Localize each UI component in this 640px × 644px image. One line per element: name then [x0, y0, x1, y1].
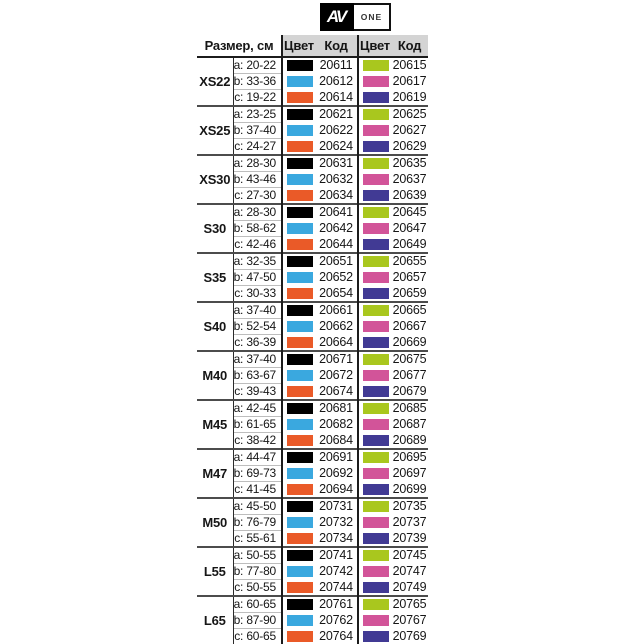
color-cell — [282, 237, 315, 254]
code-cell: 20652 — [315, 270, 358, 286]
code-cell: 20689 — [391, 433, 428, 450]
color-swatch-blue — [287, 615, 313, 626]
measure-cell: b: 77-80 — [233, 564, 282, 580]
color-swatch-pink — [363, 615, 389, 626]
code-cell: 20691 — [315, 449, 358, 466]
code-cell: 20665 — [391, 302, 428, 319]
color-swatch-orange — [287, 631, 313, 642]
table-row — [197, 498, 428, 515]
measure-cell: c: 24-27 — [233, 139, 282, 156]
code-cell: 20621 — [315, 106, 358, 123]
color-swatch-black — [287, 354, 313, 365]
code-cell: 20631 — [315, 155, 358, 172]
code-cell: 20687 — [391, 417, 428, 433]
code-cell: 20694 — [315, 482, 358, 499]
color-cell — [282, 221, 315, 237]
color-cell — [358, 498, 391, 515]
color-swatch-green — [363, 109, 389, 120]
color-swatch-purple — [363, 92, 389, 103]
code-cell: 20625 — [391, 106, 428, 123]
measure-cell: c: 38-42 — [233, 433, 282, 450]
table-row — [197, 449, 428, 466]
color-cell — [358, 204, 391, 221]
code-cell: 20619 — [391, 90, 428, 107]
header-color-left: Цвет — [282, 35, 315, 57]
code-cell: 20674 — [315, 384, 358, 401]
color-cell — [358, 221, 391, 237]
color-cell — [358, 351, 391, 368]
color-cell — [282, 302, 315, 319]
code-cell: 20634 — [315, 188, 358, 205]
code-cell: 20764 — [315, 629, 358, 644]
table-row — [197, 106, 428, 123]
color-swatch-pink — [363, 419, 389, 430]
color-swatch-blue — [287, 223, 313, 234]
color-cell — [282, 74, 315, 90]
code-cell: 20644 — [315, 237, 358, 254]
measure-cell: a: 20-22 — [233, 57, 282, 74]
code-cell: 20685 — [391, 400, 428, 417]
measure-cell: a: 28-30 — [233, 204, 282, 221]
color-swatch-pink — [363, 272, 389, 283]
measure-cell: c: 19-22 — [233, 90, 282, 107]
color-swatch-black — [287, 60, 313, 71]
code-cell: 20762 — [315, 613, 358, 629]
color-cell — [282, 629, 315, 644]
size-label: S40 — [197, 302, 233, 351]
color-swatch-green — [363, 158, 389, 169]
color-cell — [358, 515, 391, 531]
measure-cell: b: 43-46 — [233, 172, 282, 188]
color-cell — [282, 613, 315, 629]
color-swatch-purple — [363, 582, 389, 593]
measure-cell: b: 37-40 — [233, 123, 282, 139]
code-cell: 20742 — [315, 564, 358, 580]
table-row — [197, 204, 428, 221]
code-cell: 20745 — [391, 547, 428, 564]
color-swatch-black — [287, 207, 313, 218]
color-swatch-green — [363, 403, 389, 414]
code-cell: 20642 — [315, 221, 358, 237]
color-cell — [358, 596, 391, 613]
code-cell: 20677 — [391, 368, 428, 384]
code-cell: 20682 — [315, 417, 358, 433]
code-cell: 20769 — [391, 629, 428, 644]
size-label: XS30 — [197, 155, 233, 204]
size-label: L55 — [197, 547, 233, 596]
color-swatch-pink — [363, 321, 389, 332]
table-row — [197, 547, 428, 564]
code-cell: 20641 — [315, 204, 358, 221]
color-swatch-green — [363, 256, 389, 267]
measure-cell: b: 69-73 — [233, 466, 282, 482]
color-swatch-orange — [287, 190, 313, 201]
table-header-row — [197, 35, 428, 57]
color-swatch-blue — [287, 468, 313, 479]
color-swatch-orange — [287, 92, 313, 103]
measure-cell: b: 33-36 — [233, 74, 282, 90]
code-cell: 20671 — [315, 351, 358, 368]
color-swatch-black — [287, 403, 313, 414]
color-cell — [282, 123, 315, 139]
measure-cell: b: 63-67 — [233, 368, 282, 384]
color-cell — [282, 564, 315, 580]
measure-cell: c: 36-39 — [233, 335, 282, 352]
code-cell: 20649 — [391, 237, 428, 254]
code-cell: 20657 — [391, 270, 428, 286]
code-cell: 20622 — [315, 123, 358, 139]
code-cell: 20731 — [315, 498, 358, 515]
measure-cell: a: 44-47 — [233, 449, 282, 466]
color-cell — [358, 90, 391, 107]
code-cell: 20735 — [391, 498, 428, 515]
code-cell: 20684 — [315, 433, 358, 450]
color-swatch-pink — [363, 174, 389, 185]
size-label: S30 — [197, 204, 233, 253]
color-swatch-black — [287, 599, 313, 610]
code-cell: 20614 — [315, 90, 358, 107]
color-cell — [282, 204, 315, 221]
code-cell: 20654 — [315, 286, 358, 303]
measure-cell: a: 23-25 — [233, 106, 282, 123]
measure-cell: c: 39-43 — [233, 384, 282, 401]
code-cell: 20695 — [391, 449, 428, 466]
color-cell — [282, 547, 315, 564]
color-cell — [282, 57, 315, 74]
measure-cell: b: 58-62 — [233, 221, 282, 237]
color-cell — [358, 368, 391, 384]
color-cell — [282, 319, 315, 335]
code-cell: 20681 — [315, 400, 358, 417]
measure-cell: c: 55-61 — [233, 531, 282, 548]
color-swatch-green — [363, 452, 389, 463]
color-swatch-pink — [363, 125, 389, 136]
table-row — [197, 57, 428, 74]
color-swatch-black — [287, 109, 313, 120]
code-cell: 20629 — [391, 139, 428, 156]
header-size: Размер, см — [197, 35, 282, 57]
color-cell — [282, 596, 315, 613]
code-cell: 20747 — [391, 564, 428, 580]
code-cell: 20761 — [315, 596, 358, 613]
color-cell — [358, 449, 391, 466]
color-cell — [358, 384, 391, 401]
measure-cell: b: 87-90 — [233, 613, 282, 629]
table-row — [197, 155, 428, 172]
header-code-left: Код — [315, 35, 358, 57]
color-swatch-blue — [287, 321, 313, 332]
measure-cell: c: 30-33 — [233, 286, 282, 303]
measure-cell: c: 41-45 — [233, 482, 282, 499]
color-swatch-green — [363, 207, 389, 218]
table-row — [197, 400, 428, 417]
color-cell — [282, 515, 315, 531]
header-code-right: Код — [391, 35, 428, 57]
color-cell — [358, 580, 391, 597]
code-cell: 20667 — [391, 319, 428, 335]
code-cell: 20679 — [391, 384, 428, 401]
color-cell — [358, 547, 391, 564]
logo-av-mark: AV — [320, 3, 354, 31]
color-swatch-blue — [287, 517, 313, 528]
color-cell — [282, 270, 315, 286]
color-cell — [282, 449, 315, 466]
color-swatch-green — [363, 501, 389, 512]
color-cell — [282, 188, 315, 205]
header-color-right: Цвет — [358, 35, 391, 57]
size-label: M45 — [197, 400, 233, 449]
color-swatch-orange — [287, 533, 313, 544]
table-row — [197, 596, 428, 613]
measure-cell: a: 28-30 — [233, 155, 282, 172]
color-cell — [358, 482, 391, 499]
color-cell — [358, 319, 391, 335]
color-cell — [358, 417, 391, 433]
code-cell: 20611 — [315, 57, 358, 74]
color-cell — [358, 302, 391, 319]
color-cell — [358, 335, 391, 352]
color-swatch-blue — [287, 370, 313, 381]
color-cell — [358, 188, 391, 205]
table-row — [197, 302, 428, 319]
color-cell — [358, 629, 391, 644]
color-cell — [282, 90, 315, 107]
color-swatch-purple — [363, 288, 389, 299]
code-cell: 20662 — [315, 319, 358, 335]
color-cell — [358, 172, 391, 188]
code-cell: 20627 — [391, 123, 428, 139]
code-cell: 20739 — [391, 531, 428, 548]
color-cell — [358, 286, 391, 303]
color-swatch-black — [287, 550, 313, 561]
size-label: M40 — [197, 351, 233, 400]
size-table-body — [197, 57, 428, 644]
color-cell — [282, 253, 315, 270]
color-swatch-black — [287, 501, 313, 512]
measure-cell: a: 42-45 — [233, 400, 282, 417]
measure-cell: b: 76-79 — [233, 515, 282, 531]
color-swatch-orange — [287, 337, 313, 348]
color-swatch-blue — [287, 174, 313, 185]
color-swatch-orange — [287, 141, 313, 152]
color-cell — [282, 417, 315, 433]
code-cell: 20651 — [315, 253, 358, 270]
color-cell — [282, 351, 315, 368]
code-cell: 20617 — [391, 74, 428, 90]
color-swatch-pink — [363, 517, 389, 528]
measure-cell: a: 45-50 — [233, 498, 282, 515]
color-swatch-blue — [287, 76, 313, 87]
color-cell — [282, 335, 315, 352]
color-cell — [282, 286, 315, 303]
color-swatch-green — [363, 354, 389, 365]
color-swatch-purple — [363, 533, 389, 544]
code-cell: 20659 — [391, 286, 428, 303]
color-cell — [358, 531, 391, 548]
color-swatch-purple — [363, 631, 389, 642]
size-label: M50 — [197, 498, 233, 547]
color-swatch-pink — [363, 76, 389, 87]
color-cell — [282, 106, 315, 123]
size-label: L65 — [197, 596, 233, 644]
code-cell: 20647 — [391, 221, 428, 237]
table-row — [197, 253, 428, 270]
color-cell — [282, 531, 315, 548]
color-cell — [358, 466, 391, 482]
color-cell — [282, 433, 315, 450]
color-swatch-purple — [363, 190, 389, 201]
code-cell: 20635 — [391, 155, 428, 172]
color-swatch-black — [287, 256, 313, 267]
color-cell — [358, 253, 391, 270]
color-cell — [358, 613, 391, 629]
color-swatch-purple — [363, 337, 389, 348]
measure-cell: a: 60-65 — [233, 596, 282, 613]
size-label: XS25 — [197, 106, 233, 155]
code-cell: 20672 — [315, 368, 358, 384]
code-cell: 20699 — [391, 482, 428, 499]
color-swatch-pink — [363, 370, 389, 381]
code-cell: 20675 — [391, 351, 428, 368]
measure-cell: a: 32-35 — [233, 253, 282, 270]
color-cell — [358, 123, 391, 139]
code-cell: 20661 — [315, 302, 358, 319]
color-swatch-purple — [363, 386, 389, 397]
color-cell — [282, 384, 315, 401]
color-cell — [282, 400, 315, 417]
measure-cell: b: 61-65 — [233, 417, 282, 433]
code-cell: 20741 — [315, 547, 358, 564]
code-cell: 20737 — [391, 515, 428, 531]
code-cell: 20765 — [391, 596, 428, 613]
color-cell — [358, 564, 391, 580]
color-swatch-black — [287, 452, 313, 463]
color-swatch-orange — [287, 386, 313, 397]
code-cell: 20767 — [391, 613, 428, 629]
size-label: M47 — [197, 449, 233, 498]
code-cell: 20749 — [391, 580, 428, 597]
code-cell: 20632 — [315, 172, 358, 188]
color-swatch-orange — [287, 239, 313, 250]
color-swatch-blue — [287, 419, 313, 430]
color-cell — [358, 400, 391, 417]
code-cell: 20612 — [315, 74, 358, 90]
color-swatch-pink — [363, 468, 389, 479]
color-cell — [358, 74, 391, 90]
color-swatch-black — [287, 305, 313, 316]
code-cell: 20697 — [391, 466, 428, 482]
color-swatch-green — [363, 60, 389, 71]
brand-logo — [320, 3, 391, 31]
color-swatch-pink — [363, 566, 389, 577]
color-cell — [282, 139, 315, 156]
color-cell — [282, 172, 315, 188]
code-cell: 20655 — [391, 253, 428, 270]
color-cell — [358, 155, 391, 172]
measure-cell: b: 52-54 — [233, 319, 282, 335]
color-cell — [358, 106, 391, 123]
color-swatch-green — [363, 599, 389, 610]
size-label: XS22 — [197, 57, 233, 106]
code-cell: 20734 — [315, 531, 358, 548]
code-cell: 20639 — [391, 188, 428, 205]
logo-one-label: ONE — [354, 3, 391, 31]
code-cell: 20624 — [315, 139, 358, 156]
color-swatch-blue — [287, 125, 313, 136]
measure-cell: c: 60-65 — [233, 629, 282, 644]
measure-cell: a: 37-40 — [233, 302, 282, 319]
code-cell: 20645 — [391, 204, 428, 221]
code-cell: 20692 — [315, 466, 358, 482]
code-cell: 20669 — [391, 335, 428, 352]
measure-cell: b: 47-50 — [233, 270, 282, 286]
color-cell — [282, 155, 315, 172]
measure-cell: c: 50-55 — [233, 580, 282, 597]
code-cell: 20664 — [315, 335, 358, 352]
color-swatch-orange — [287, 582, 313, 593]
color-cell — [282, 368, 315, 384]
color-cell — [358, 57, 391, 74]
color-swatch-blue — [287, 566, 313, 577]
color-swatch-purple — [363, 141, 389, 152]
color-swatch-green — [363, 550, 389, 561]
measure-cell: c: 42-46 — [233, 237, 282, 254]
measure-cell: a: 50-55 — [233, 547, 282, 564]
color-swatch-orange — [287, 288, 313, 299]
code-cell: 20637 — [391, 172, 428, 188]
color-swatch-orange — [287, 435, 313, 446]
color-cell — [358, 270, 391, 286]
color-swatch-orange — [287, 484, 313, 495]
color-cell — [282, 498, 315, 515]
color-cell — [358, 139, 391, 156]
code-cell: 20732 — [315, 515, 358, 531]
color-cell — [282, 580, 315, 597]
color-swatch-purple — [363, 239, 389, 250]
table-row — [197, 351, 428, 368]
color-swatch-black — [287, 158, 313, 169]
color-cell — [282, 466, 315, 482]
color-swatch-pink — [363, 223, 389, 234]
color-cell — [282, 482, 315, 499]
color-swatch-purple — [363, 484, 389, 495]
size-code-table — [197, 35, 428, 644]
color-swatch-purple — [363, 435, 389, 446]
measure-cell: a: 37-40 — [233, 351, 282, 368]
code-cell: 20615 — [391, 57, 428, 74]
measure-cell: c: 27-30 — [233, 188, 282, 205]
size-label: S35 — [197, 253, 233, 302]
color-cell — [358, 433, 391, 450]
code-cell: 20744 — [315, 580, 358, 597]
color-swatch-blue — [287, 272, 313, 283]
color-cell — [358, 237, 391, 254]
color-swatch-green — [363, 305, 389, 316]
